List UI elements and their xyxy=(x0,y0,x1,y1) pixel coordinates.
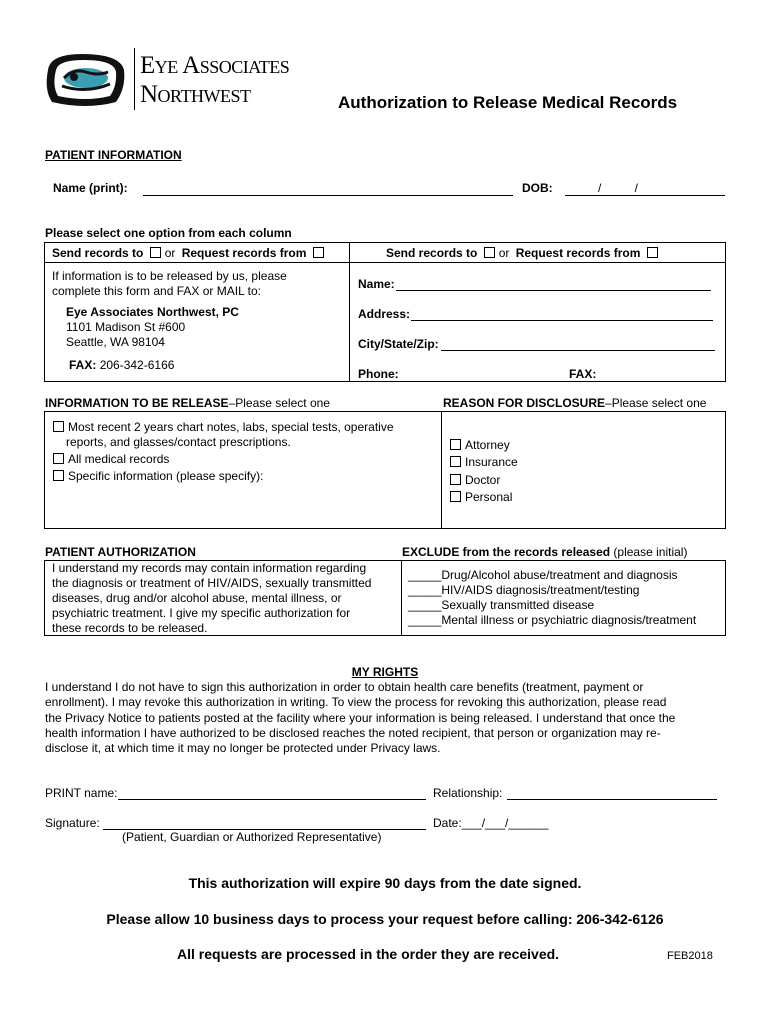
exclude-item[interactable]: _____Drug/Alcohol abuse/treatment and diagnosis xyxy=(408,568,678,582)
release-column-divider xyxy=(441,411,442,529)
left-header: Send records to or Request records from xyxy=(52,246,328,260)
signature-field[interactable] xyxy=(103,816,426,830)
recent-records-checkbox[interactable] xyxy=(53,421,64,432)
recipient-city-field[interactable] xyxy=(441,337,715,351)
relationship-label: Relationship: xyxy=(433,786,503,800)
expiration-notice: This authorization will expire 90 days from the date signed. xyxy=(188,875,582,891)
date-field[interactable]: Date:___/___/______ xyxy=(433,816,549,830)
table-column-divider xyxy=(349,242,350,382)
all-records-checkbox[interactable] xyxy=(53,453,64,464)
dob-slashes: / / xyxy=(598,181,639,195)
org-address2: Seattle, WA 98104 xyxy=(66,335,165,349)
authorization-text: I understand my records may contain information regarding the diagnosis or treatment of HIV/AIDS, sexually transmitted diseases, drug and/or alcohol abuse, mental illness, or psychiatric treatment. I give my specific authorization for these records to be released. xyxy=(52,561,372,635)
option-recent-records-cont: reports, and glasses/contact prescriptions. xyxy=(66,435,291,449)
right-header: Send records to or Request records from xyxy=(386,246,662,260)
reason-options xyxy=(450,437,518,506)
recipient-name-field[interactable] xyxy=(396,277,711,291)
relationship-field[interactable] xyxy=(507,786,717,800)
send-records-checkbox-2[interactable] xyxy=(484,247,495,258)
attorney-checkbox[interactable] xyxy=(450,439,461,450)
exclude-heading: EXCLUDE from the records released (please initial) xyxy=(402,545,688,559)
rights-text: I understand I do not have to sign this authorization in order to obtain health care benefits (treatment, payment or enrollment). I may revoke this authorization in writing. To view the process for revoking this authorization, please read the Privacy Notice to patients posted at the facility where your information is being released. I understand that once the health information I have authorized to be disclosed reaches the noted recipient, that person or organization may re- disclose it, at which time it may no longer be protected under Privacy laws. xyxy=(45,680,676,756)
authorization-column-divider xyxy=(401,560,402,636)
request-records-checkbox[interactable] xyxy=(313,247,324,258)
info-release-heading: INFORMATION TO BE RELEASE–Please select one xyxy=(45,396,330,410)
table-header-divider xyxy=(44,262,726,263)
logo xyxy=(42,48,292,112)
org-name: Eye Associates Northwest, PC xyxy=(66,305,239,319)
logo-line1: Eye Associates xyxy=(140,52,290,79)
page-title: Authorization to Release Medical Records xyxy=(338,93,678,112)
reason-personal: Personal xyxy=(450,489,518,506)
dob-label: DOB: xyxy=(522,181,553,195)
option-specific-info: Specific information (please specify): xyxy=(53,468,394,485)
form-code: FEB2018 xyxy=(667,950,713,962)
specific-info-checkbox[interactable] xyxy=(53,470,64,481)
option-recent-records: Most recent 2 years chart notes, labs, special tests, operative xyxy=(53,419,394,436)
order-notice: All requests are processed in the order they are received. xyxy=(177,946,560,962)
signature-note: (Patient, Guardian or Authorized Representative) xyxy=(122,830,382,844)
insurance-checkbox[interactable] xyxy=(450,456,461,467)
reason-doctor: Doctor xyxy=(450,472,518,489)
dob-field[interactable] xyxy=(565,181,725,196)
reason-heading: REASON FOR DISCLOSURE–Please select one xyxy=(443,396,707,410)
exclude-item[interactable]: _____HIV/AIDS diagnosis/treatment/testing xyxy=(408,583,640,597)
reason-insurance: Insurance xyxy=(450,454,518,471)
logo-line2: Northwest xyxy=(140,81,251,108)
rights-heading: MY RIGHTS xyxy=(351,665,419,679)
option-all-records: All medical records xyxy=(53,451,394,468)
signature-label: Signature: xyxy=(45,816,100,830)
info-release-options xyxy=(53,419,394,485)
name-field[interactable] xyxy=(143,181,513,196)
print-name-label: PRINT name: xyxy=(45,786,118,800)
doctor-checkbox[interactable] xyxy=(450,474,461,485)
processing-notice: Please allow 10 business days to process your request before calling: 206-342-6126 xyxy=(106,911,664,927)
personal-checkbox[interactable] xyxy=(450,491,461,502)
exclude-list xyxy=(408,568,696,628)
reason-attorney: Attorney xyxy=(450,437,518,454)
authorization-heading: PATIENT AUTHORIZATION xyxy=(45,545,196,559)
recipient-fax-label: FAX: xyxy=(569,367,597,381)
recipient-address-field[interactable] xyxy=(411,307,713,321)
recipient-city-label: City/State/Zip: xyxy=(358,337,439,351)
logo-icon xyxy=(42,48,128,110)
send-records-checkbox[interactable] xyxy=(150,247,161,258)
request-records-checkbox-2[interactable] xyxy=(647,247,658,258)
recipient-phone-label: Phone: xyxy=(358,367,399,381)
patient-info-heading: PATIENT INFORMATION xyxy=(45,148,182,162)
org-address1: 1101 Madison St #600 xyxy=(66,320,186,334)
exclude-item[interactable]: _____Mental illness or psychiatric diagnosis/treatment xyxy=(408,613,697,627)
org-fax: FAX: 206-342-6166 xyxy=(69,358,175,372)
recipient-name-label: Name: xyxy=(358,277,395,291)
print-name-field[interactable] xyxy=(118,786,426,800)
left-intro: If information is to be released by us, please complete this form and FAX or MAIL to: xyxy=(52,269,287,298)
select-instruction: Please select one option from each column xyxy=(45,226,292,240)
recipient-address-label: Address: xyxy=(358,307,411,321)
name-label: Name (print): xyxy=(53,181,128,195)
exclude-item[interactable]: _____Sexually transmitted disease xyxy=(408,598,595,612)
logo-divider xyxy=(134,48,135,110)
